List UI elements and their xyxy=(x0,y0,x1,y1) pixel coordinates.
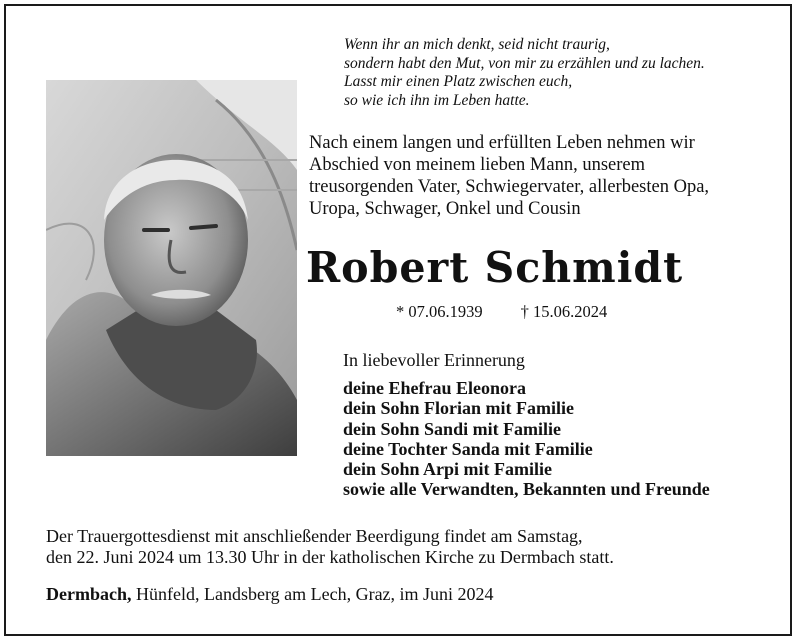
poem-line: so wie ich ihn im Leben hatte. xyxy=(344,91,530,109)
service-line: Der Trauergottesdienst mit anschließender Beerdigung findet am Samstag, xyxy=(46,526,583,546)
place-rest: Hünfeld, Landsberg am Lech, Graz, im Juni 2024 xyxy=(131,584,494,604)
poem-line: Lasst mir einen Platz zwischen euch, xyxy=(344,73,573,90)
intro-line: Nach einem langen und erfüllten Leben nehmen wir xyxy=(309,133,695,153)
mourner-line: dein Sohn Sandi mit Familie xyxy=(343,418,562,439)
intro-text xyxy=(309,132,709,220)
place-town: Dermbach, xyxy=(46,584,132,604)
life-dates xyxy=(396,302,607,322)
place-date-line xyxy=(46,584,494,605)
birth-date: * 07.06.1939 xyxy=(396,302,483,321)
poem-line: Wenn ihr an mich denkt, seid nicht traurig, xyxy=(344,36,610,53)
mourner-line: sowie alle Verwandten, Bekannten und Freunde xyxy=(343,479,710,500)
intro-line: Abschied von meinem lieben Mann, unserem xyxy=(309,155,645,175)
mourner-line: deine Tochter Sanda mit Familie xyxy=(343,438,593,459)
portrait-photo xyxy=(46,80,297,456)
poem xyxy=(344,36,705,110)
poem-line: sondern habt den Mut, von mir zu erzählen und zu lachen. xyxy=(344,54,705,72)
intro-line: Uropa, Schwager, Onkel und Cousin xyxy=(309,199,581,219)
memory-line: In liebevoller Erinnerung xyxy=(343,350,525,370)
mourner-line: dein Sohn Arpi mit Familie xyxy=(343,459,553,480)
mourners-list xyxy=(343,378,710,500)
intro-line: treusorgenden Vater, Schwiegervater, allerbesten Opa, xyxy=(309,177,710,197)
mourner-line: deine Ehefrau Eleonora xyxy=(343,378,526,398)
service-info xyxy=(46,526,614,567)
mourner-line: dein Sohn Florian mit Familie xyxy=(343,398,575,419)
deceased-name: Robert Schmidt xyxy=(306,243,684,292)
service-line: den 22. Juni 2024 um 13.30 Uhr in der katholischen Kirche zu Dermbach statt. xyxy=(46,546,614,567)
death-date: † 15.06.2024 xyxy=(520,302,608,321)
